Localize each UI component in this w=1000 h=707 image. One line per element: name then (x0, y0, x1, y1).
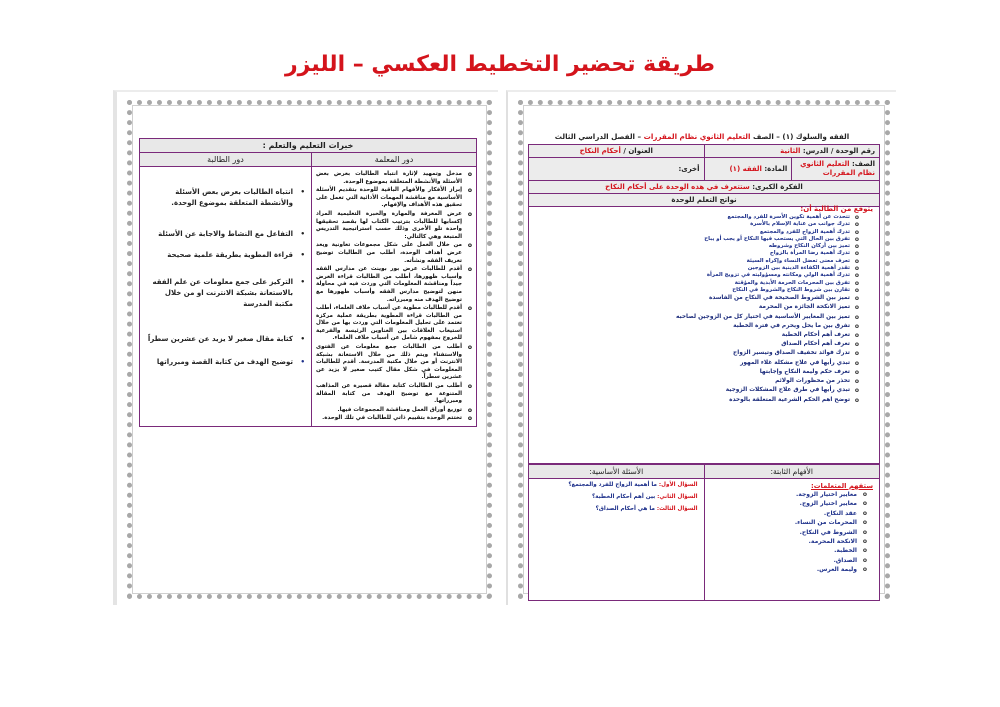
unit-title-cell: العنوان / أحكام النكاح (529, 145, 705, 158)
hollow-bullet-icon: o (862, 556, 867, 564)
hollow-bullet-icon: o (854, 228, 859, 236)
course-heading-suffix: – الفصل الدراسي الثالث (554, 132, 642, 141)
list-item: • قراءة المطوية بطريقة علمية صحيحة (167, 251, 305, 259)
hollow-bullet-icon: o (467, 383, 472, 391)
student-role-header: دور الطالبة (140, 153, 312, 167)
list-item: o أقدم للطالبات عرض بور بوينت عن مدارس الفقه وأسباب ظهورها، أطلب من الطالبات قراءة العرض جيداً ومناقشة المعلومات التي وردت فيه في محاولة منهن لتوضيح مدارس الفقه وأسباب ظهورها مع توضيح الهدف منه ومبرراته. (316, 266, 472, 303)
student-role-cell (140, 167, 312, 427)
list-item: o أطلب من الطالبات كتابة مقالة قصيرة عن المذاهب المتنوعة مع توضيح الهدف من كتابة المقالة ومبرراتها. (316, 383, 472, 405)
list-item: o تقدر أهمية الكفاءة الدينية بين الزوجين (747, 265, 859, 273)
learning-outcomes-list (535, 214, 873, 405)
hollow-bullet-icon: o (467, 344, 472, 352)
list-item: o تحذر من محظورات الولائم (775, 378, 859, 386)
list-item: • التفاعل مع النشاط والاجابة عن الأسئلة (158, 230, 305, 238)
list-item: o تختتم الوحدة بتقييم ذاتي للطالبات في تلك الوحدة. (322, 415, 472, 423)
hollow-bullet-icon: o (467, 187, 472, 195)
hollow-bullet-icon: o (467, 171, 472, 178)
question-item: السؤال الأول: ما أهمية الزواج للفرد والمجتمع؟ (568, 482, 698, 488)
big-idea-value: ستتعرف في هذه الوحدة على أحكام النكاح (605, 183, 750, 191)
list-item: o أقدم للطالبات مطوية عن أسباب خلاف العلماء، أطلب من الطالبات قراءة المطوية بطريقة عملية مركزة تعتمد على تحليل المعلومات التي وردت بها من خلال استيعاب العلاقات بين العناوين الرئيسة والفرعية للخروج بمفهوم شامل عن أسباب خلاف العلماء. (316, 305, 472, 342)
hollow-bullet-icon: o (854, 243, 859, 251)
unit-number-value: الثانية (780, 147, 801, 155)
list-item: o معايير اختيار الزوج. (799, 500, 867, 508)
outcomes-header: نواتج التعلم للوحدة (529, 194, 880, 207)
teacher-role-header: دور المعلمة (312, 153, 477, 167)
list-item: o الصداق. (833, 556, 867, 564)
other-cell: أخرى: (529, 158, 705, 181)
hollow-bullet-icon: o (854, 378, 859, 386)
hollow-bullet-icon: o (467, 305, 472, 313)
hollow-bullet-icon: o (854, 313, 859, 321)
hollow-bullet-icon: o (854, 221, 859, 229)
list-item: o توزيع أوراق العمل ومناقشة المجموعات فيها. (337, 406, 472, 414)
hollow-bullet-icon: o (854, 265, 859, 273)
outcomes-title: يتوقع من الطالبة أن: (800, 205, 873, 213)
hollow-bullet-icon: o (467, 415, 472, 423)
list-item: • التركيز على جمع معلومات عن علم الفقه بالاستعانة بشبكة الانترنت او من خلال مكتبة المدرسة (152, 278, 305, 308)
hollow-bullet-icon: o (467, 406, 472, 414)
understandings-questions-table (528, 464, 880, 601)
hollow-bullet-icon: o (862, 491, 867, 498)
hollow-bullet-icon: o (862, 519, 867, 527)
list-item: o تعرف حكم وليمة النكاح وإجابتها (759, 368, 859, 376)
unit-title-value: أحكام النكاح (579, 147, 621, 155)
hollow-bullet-icon: o (862, 528, 867, 536)
list-item: o تعرف أهم أحكام الخطبة (781, 332, 859, 340)
big-idea-cell: الفكرة الكبرى: ستتعرف في هذه الوحدة على أحكام النكاح (529, 181, 880, 194)
list-item: o تميز بين أركان النكاح وشروطه (768, 243, 859, 251)
hollow-bullet-icon: o (862, 500, 867, 508)
enduring-understandings-list (711, 490, 874, 575)
list-item: o مدخل وتمهيد لإثارة انتباه الطالبات بعرض بعض الأسئلة والأنشطة المتعلقة بموضوع الوحدة. (316, 171, 472, 185)
bullet-icon: • (300, 188, 305, 196)
list-item: o تدرك فوائد تخفيف الصداق وتيسير الزواج (733, 350, 859, 358)
hollow-bullet-icon: o (854, 279, 859, 287)
hollow-bullet-icon: o (854, 286, 859, 294)
list-item: o تبدي رأيها في علاج مشكلة غلاء المهور (740, 359, 859, 367)
list-item: o الشروط في النكاح. (799, 528, 867, 536)
course-heading (532, 132, 872, 141)
list-item: o توضح اهم الحكم الشرعية المتعلقة بالوحدة (729, 396, 859, 404)
document-page-right (506, 90, 896, 605)
hollow-bullet-icon: o (854, 387, 859, 395)
list-item: o من خلال العمل على شكل مجموعات تعاونية ويعد عرض أهداف الوحدة، أطلب من الطالبات توضيح تعريف الفقه ونشأته. (316, 242, 472, 264)
hollow-bullet-icon: o (862, 509, 867, 517)
list-item: o الانكحة المحرمة. (808, 538, 867, 546)
hollow-bullet-icon: o (854, 257, 859, 265)
hollow-bullet-icon: o (467, 266, 472, 274)
list-item: o تعرف أهم أحكام الصداق (781, 341, 859, 349)
list-item: o تميز بين الشروط الصحيحة في النكاح من الفاسدة (708, 295, 859, 303)
list-item: o تفرق بين ما يحل ويحرم في فترة الخطبة (733, 322, 859, 330)
bullet-icon: • (300, 335, 305, 343)
grade-value: التعليم الثانوي نظام المقررات (800, 160, 875, 177)
list-item: o تفرق بين الحال التي يستحب فيها النكاح أو يجب أو يباح (704, 235, 859, 243)
enduring-understandings-cell (704, 479, 880, 601)
list-item: o عرض المعرفة والمهارة والخبرة التعليمية المراد إكسابها للطالبات بترتيب الكتاب لها بقصد تحقيقها واحدة تلو الأخرى وذلك حسب استراتيجية التدريس المتبعة وهي كالتالي: (316, 210, 472, 240)
hollow-bullet-icon: o (854, 272, 859, 280)
bullet-icon: • (300, 251, 305, 259)
list-item: o تقارن بين شروط النكاح والشروط في النكاح (732, 286, 859, 294)
hollow-bullet-icon: o (854, 295, 859, 303)
subject-cell: المادة: الفقه (١) (704, 158, 792, 181)
course-heading-highlight: التعليم الثانوي نظام المقررات (643, 132, 751, 141)
enduring-understandings-header: الأفهام الثابتة: (704, 465, 880, 479)
hollow-bullet-icon: o (854, 214, 859, 221)
hollow-bullet-icon: o (854, 250, 859, 258)
teacher-role-list (316, 171, 472, 423)
unit-number-cell: رقم الوحدة / الدرس: الثانية (704, 145, 880, 158)
hollow-bullet-icon: o (854, 350, 859, 358)
list-item: o تدرك أهمية الولي ومكانته ومسؤوليته في تزويج المرأة (706, 272, 859, 280)
subject-value: الفقه (١) (729, 165, 762, 173)
learning-experiences-title: خبرات التعليم والتعلم : (140, 139, 477, 153)
list-item: o الخطبة. (834, 547, 867, 555)
list-item: o تتحدث عن أهمية تكوين الأسرة للفرد والمجتمع (727, 214, 859, 221)
learning-experiences-table (139, 138, 477, 427)
essential-questions-cell (529, 479, 705, 601)
list-item: o تفرق بين المحرمات الحرمة الأبدية والمؤقتة (734, 279, 859, 287)
grade-cell: الصف: التعليم الثانوي نظام المقررات (792, 158, 880, 181)
list-item: o تميز بين المعايير الأساسية في اختيار كل من الزوجين لصاحبه (675, 313, 859, 321)
unit-info-table (528, 144, 880, 207)
enduring-understandings-title: ستفهم المتعلمات: (810, 482, 873, 490)
learning-outcomes-box (528, 202, 880, 464)
hollow-bullet-icon: o (854, 235, 859, 243)
question-item: السؤال الثاني: بين أهم أحكام الخطبة؟ (591, 494, 698, 500)
hollow-bullet-icon: o (467, 210, 472, 218)
hollow-bullet-icon: o (854, 304, 859, 312)
hollow-bullet-icon: o (862, 538, 867, 546)
list-item: • كتابة مقال صغير لا يزيد عن عشرين سطراً (147, 335, 305, 343)
list-item: o المحرمات من النساء. (794, 519, 867, 527)
question-item: السؤال الثالث: ما هي أحكام الصداق؟ (595, 506, 698, 512)
list-item: o عقد النكاح. (823, 509, 867, 517)
page-title: طريقة تحضير التخطيط العكسي – الليزر (285, 52, 715, 77)
list-item: o تعرف معنى تعضل النساء وإكراه السيئة (746, 257, 859, 265)
list-item: o تدرك أهمية الزواج للفرد والمجتمع (759, 228, 859, 236)
list-item: • توضيح الهدف من كتابة القصة ومبرراتها (156, 358, 305, 366)
list-item: o معايير اختيار الزوجة. (796, 491, 867, 498)
bullet-icon: • (300, 278, 305, 286)
list-item: o إبراز الأفكار والأفهام الباقية للوحدة بتقديم الأسئلة الأساسية مع مناقشة المهمات الأدائية التي تعمل على تحقيق هذه الأهداف والإفهام. (316, 187, 472, 209)
student-role-list (146, 187, 305, 368)
teacher-role-cell (312, 167, 477, 427)
hollow-bullet-icon: o (854, 396, 859, 404)
list-item: o تدرك جوانب من عناية الإسلام بالأسرة (750, 221, 859, 229)
list-item: o تدرك أهمية رضا المرأة بالزواج (769, 250, 859, 258)
hollow-bullet-icon: o (854, 368, 859, 376)
list-item: o تميز الانكحة الجائزة من المحرمة (758, 304, 859, 312)
hollow-bullet-icon: o (862, 566, 867, 574)
hollow-bullet-icon: o (854, 359, 859, 367)
document-page-left (113, 90, 498, 605)
course-heading-prefix: الفقه والسلوك (١) – الصف (752, 132, 850, 141)
list-item: o أطلب من الطالبات جمع معلومات عن الفتوى والاستفتاء ويتم ذلك من خلال الاستعانة بشبكة الانترنت أو من خلال مكتبة المدرسة. أقدم للطالبات المعلومات في شكل مقال كتيب صغير لا يزيد عن عشرين سطراً. (316, 344, 472, 381)
list-item: o تبدي رأيها في طرق علاج المشكلات الزوجية (725, 387, 859, 395)
list-item: • انتباه الطالبات بعرض بعض الأسئلة والأنشطة المتعلقة بموضوع الوحدة. (171, 188, 305, 207)
hollow-bullet-icon: o (854, 332, 859, 340)
hollow-bullet-icon: o (862, 547, 867, 555)
hollow-bullet-icon: o (854, 341, 859, 349)
hollow-bullet-icon: o (467, 242, 472, 250)
hollow-bullet-icon: o (854, 322, 859, 330)
bullet-icon: • (300, 230, 305, 238)
essential-questions-header: الأسئلة الأساسية: (529, 465, 705, 479)
list-item: o وليمة العرس. (816, 566, 867, 574)
bullet-icon: • (300, 358, 305, 366)
